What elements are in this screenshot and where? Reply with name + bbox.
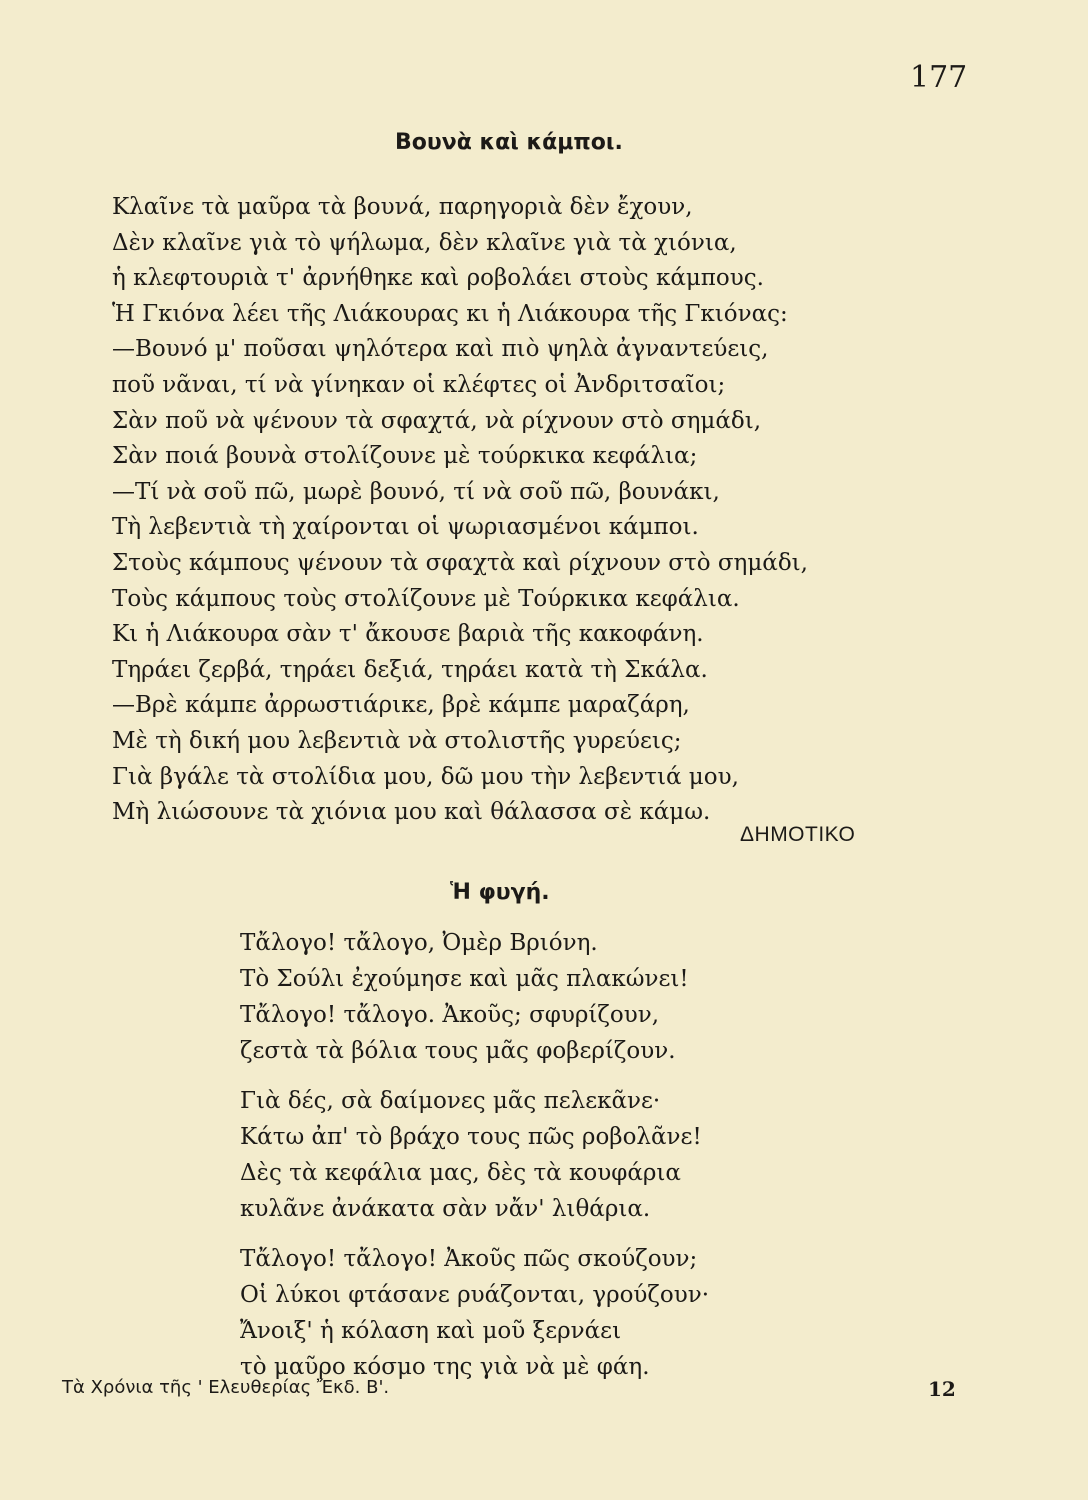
poem-line: —Τί νὰ σοῦ πῶ, μωρὲ βουνό, τί νὰ σοῦ πῶ, βουνάκι, <box>112 478 720 505</box>
poem-line: κυλᾶνε ἀνάκατα σὰν νἄν' λιθάρια. <box>240 1196 651 1222</box>
poem-line: —Βρὲ κάμπε ἀρρωστιάρικε, βρὲ κάμπε μαραζάρη, <box>112 692 690 719</box>
poem-body <box>240 925 709 1385</box>
poem-line: Ἡ Γκιόνα λέει τῆς Λιάκουρας κι ἡ Λιάκουρα τῆς Γκιόνας: <box>112 300 788 327</box>
poem-line: Τἄλογο! τἄλογο. Ἀκοῦς; σφυρίζουν, <box>240 1002 660 1028</box>
poem-line: Μὲ τὴ δική μου λεβεντιὰ νὰ στολιστῆς γυρεύεις; <box>112 727 682 754</box>
poem-line: Οἱ λύκοι φτάσανε ρυάζονται, γρούζουν· <box>240 1282 710 1308</box>
poem-line: Σὰν ποιά βουνὰ στολίζουνε μὲ τούρκικα κεφάλια; <box>112 443 698 470</box>
poem-line: Ἄνοιξ' ἡ κόλαση καὶ μοῦ ξερνάει <box>240 1318 622 1344</box>
poem-line: Κάτω ἀπ' τὸ βράχο τους πῶς ροβολᾶνε! <box>240 1124 702 1150</box>
poem-line: Σὰν ποῦ νὰ ψένουν τὰ σφαχτά, νὰ ρίχνουν στὸ σημάδι, <box>112 407 762 434</box>
poem-title: Ἡ φυγή. <box>450 880 550 905</box>
poem-line: Τὴ λεβεντιὰ τὴ χαίρονται οἱ ψωριασμένοι κάμποι. <box>112 514 699 541</box>
stanza-gap <box>240 1069 709 1083</box>
page-number: 177 <box>910 60 968 95</box>
attribution: ΔΗΜΟΤΙΚΟ <box>740 823 856 846</box>
poem-line: Κι ἡ Λιάκουρα σὰν τ' ἄκουσε βαριὰ τῆς κακοφάνη. <box>112 621 704 648</box>
poem-line: τὸ μαῦρο κόσμο της γιὰ νὰ μὲ φάη. <box>240 1354 650 1380</box>
stanza-gap <box>240 1227 709 1241</box>
poem-line: Δὲν κλαῖνε γιὰ τὸ ψήλωμα, δὲν κλαῖνε γιὰ τὰ χιόνια, <box>112 229 737 256</box>
poem-line: Στοὺς κάμπους ψένουν τὰ σφαχτὰ καὶ ρίχνουν στὸ σημάδι, <box>112 549 808 576</box>
signature-mark: 12 <box>928 1377 956 1401</box>
poem-line: ζεστὰ τὰ βόλια τους μᾶς φοβερίζουν. <box>240 1038 676 1064</box>
poem-line: ποῦ νᾶναι, τί νὰ γίνηκαν οἱ κλέφτες οἱ Ἀνδριτσαῖοι; <box>112 371 726 398</box>
poem-line: Τοὺς κάμπους τοὺς στολίζουνε μὲ Τούρκικα κεφάλια. <box>112 585 740 612</box>
poem-line: Κλαῖνε τὰ μαῦρα τὰ βουνά, παρηγοριὰ δὲν ἔχουν, <box>112 194 693 220</box>
poem-line: Γιὰ δές, σὰ δαίμονες μᾶς πελεκᾶνε· <box>240 1088 661 1114</box>
footer-text: Τὰ Χρόνια τῆς ' Ελευθερίας Ἔκδ. Β'. <box>62 1377 390 1398</box>
poem-line: Δὲς τὰ κεφάλια μας, δὲς τὰ κουφάρια <box>240 1160 681 1186</box>
poem-line: ἡ κλεφτουριὰ τ' ἀρνήθηκε καὶ ροβολάει στοὺς κάμπους. <box>112 265 764 292</box>
poem-line: Γιὰ βγάλε τὰ στολίδια μου, δῶ μου τὴν λεβεντιά μου, <box>112 763 739 790</box>
poem-line: Τἄλογο! τἄλογο! Ἀκοῦς πῶς σκούζουν; <box>240 1246 698 1272</box>
poem-line: Τηράει ζερβά, τηράει δεξιά, τηράει κατὰ τὴ Σκάλα. <box>112 656 708 683</box>
poem-body <box>112 190 808 831</box>
poem-title: Βουνὰ καὶ κάμποι. <box>395 130 623 155</box>
poem-line: Μὴ λιώσουνε τὰ χιόνια μου καὶ θάλασσα σὲ κάμω. <box>112 799 711 826</box>
poem-line: Τἄλογο! τἄλογο, Ὀμὲρ Βριόνη. <box>240 930 598 956</box>
poem-line: Τὸ Σούλι ἐχούμησε καὶ μᾶς πλακώνει! <box>240 966 689 992</box>
poem-line: —Βουνό μ' ποῦσαι ψηλότερα καὶ πιὸ ψηλὰ ἀγναντεύεις, <box>112 336 769 363</box>
